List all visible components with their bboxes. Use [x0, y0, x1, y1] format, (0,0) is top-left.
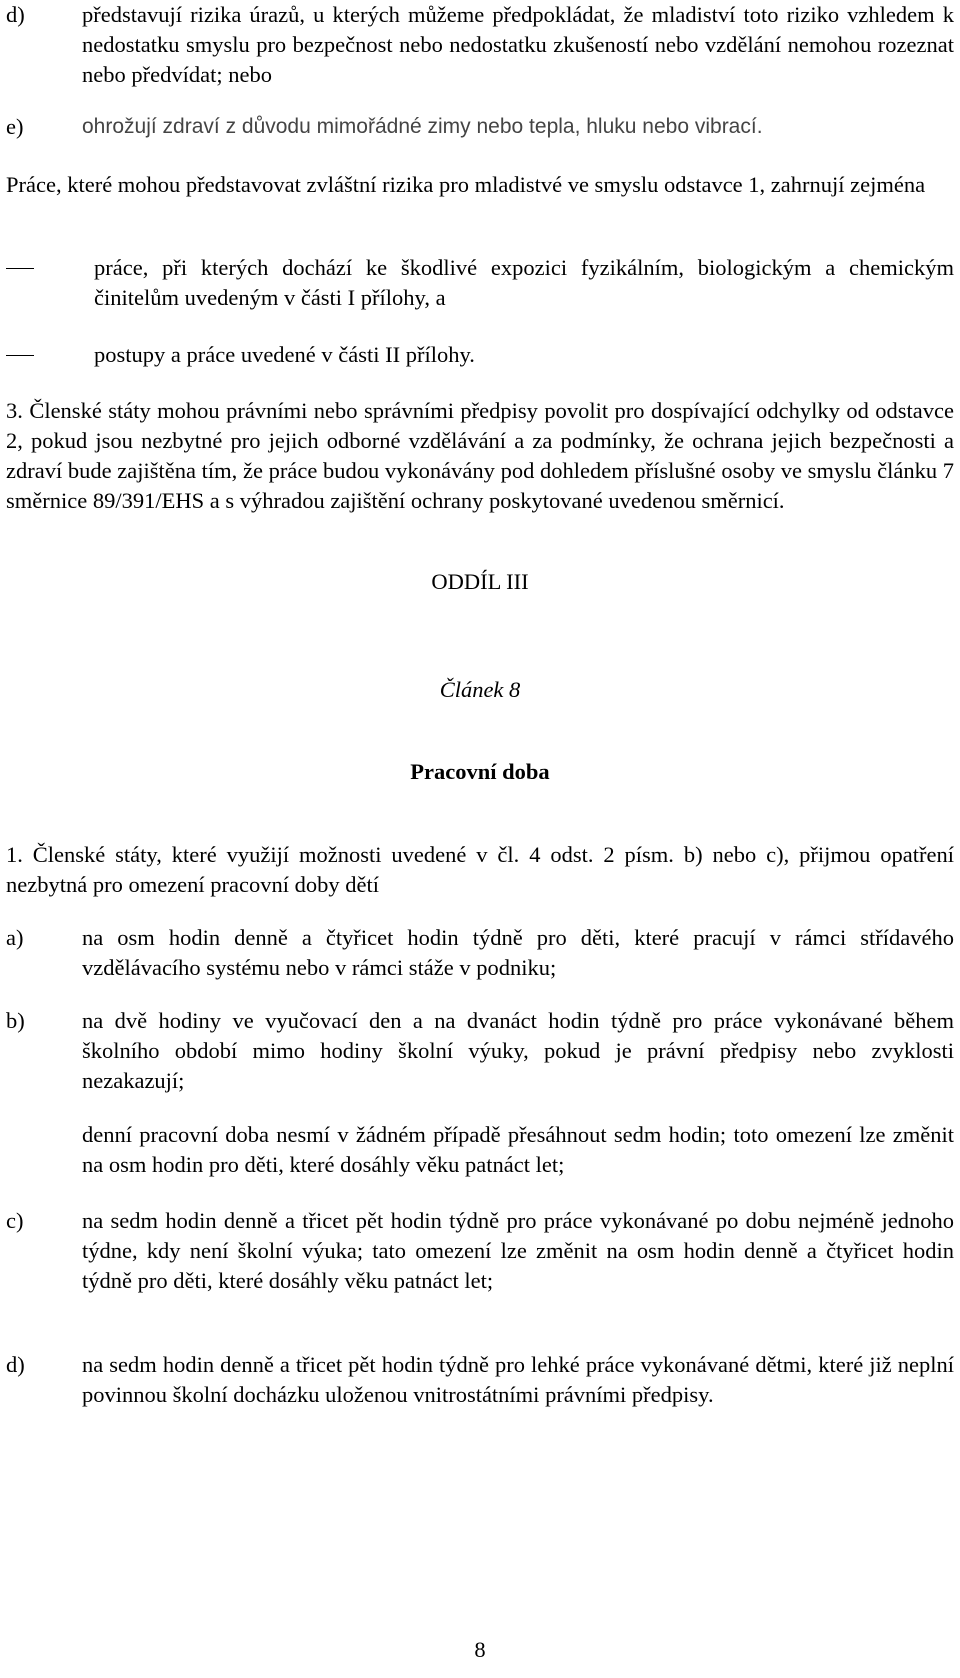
item-label: a)	[6, 925, 24, 950]
item-text: představují rizika úrazů, u kterých můžeme předpokládat, že mladiství toto riziko vzhledem k nedostatku smyslu pro bezpečnost nebo nedostatku zkušeností nebo vzdělání nemohou rozeznat nebo předvídat; nebo	[82, 2, 954, 87]
item-label: e)	[6, 114, 24, 139]
article-heading: Článek 8	[439, 677, 521, 702]
item-text: na osm hodin denně a čtyřicet hodin týdně pro děti, které pracují v rámci střídavého vzdělávacího systému nebo v rámci stáže v podniku;	[82, 925, 954, 980]
item-text: práce, při kterých dochází ke škodlivé expozici fyzikálním, biologickým a chemickým činitelům uvedeným v části I přílohy, a	[94, 255, 954, 310]
list-item-e-risks	[6, 112, 954, 142]
item-text: na sedm hodin denně a třicet pět hodin týdně pro lehké práce vykonávané dětmi, které již neplní povinnou školní docházku uloženou vnitrostátními právními předpisy.	[82, 1352, 954, 1407]
item-label: d)	[6, 2, 25, 27]
article-title: Pracovní doba	[410, 759, 550, 784]
list-item-b-continuation: denní pracovní doba nesmí v žádném případě přesáhnout sedm hodin; toto omezení lze změnit na osm hodin pro děti, které dosáhly věku patnáct let;	[82, 1122, 954, 1177]
item-text: na sedm hodin denně a třicet pět hodin týdně pro práce vykonávané po dobu nejméně jednoho týdne, kdy není školní výuka; tato omezení lze změnit na osm hodin denně a čtyřicet hodin týdně pro děti, které dosáhly věku patnáct let;	[82, 1208, 954, 1293]
item-text: na dvě hodiny ve vyučovací den a na dvanáct hodin týdně pro práce vykonávané během školního období mimo hodiny školní výuky, pokud je právní předpisy nebo zvyklosti nezakazují;	[82, 1008, 954, 1093]
page-number: 8	[474, 1637, 486, 1662]
item-label: b)	[6, 1008, 25, 1033]
item-label: d)	[6, 1352, 25, 1377]
section-heading: ODDÍL III	[431, 569, 529, 594]
dash-marker	[6, 268, 34, 269]
dash-item-procedures	[6, 340, 954, 370]
list-item-d	[6, 1350, 954, 1410]
dash-marker	[6, 355, 34, 356]
paragraph-8-1: 1. Členské státy, které využijí možnosti uvedené v čl. 4 odst. 2 písm. b) nebo c), přijmou opatření nezbytná pro omezení pracovní doby dětí	[6, 842, 954, 897]
paragraph-3: 3. Členské státy mohou právními nebo správními předpisy povolit pro dospívající odchylky od odstavce 2, pokud jsou nezbytné pro jejich odborné vzdělávání a za podmínky, že ochrana jejich bezpečnosti a zdraví bude zajištěna tím, že práce budou vykonávány pod dohledem příslušné osoby ve smyslu článku 7 směrnice 89/391/EHS a s výhradou zajištění ochrany poskytované uvedenou směrnicí.	[6, 398, 954, 513]
item-text: ohrožují zdraví z důvodu mimořádné zimy nebo tepla, hluku nebo vibrací.	[82, 115, 763, 138]
list-item-c	[6, 1206, 954, 1296]
document-page	[6, 0, 954, 1678]
item-text: postupy a práce uvedené v části II přílohy.	[94, 342, 475, 367]
dash-item-exposure	[6, 253, 954, 313]
list-item-a	[6, 923, 954, 983]
item-label: c)	[6, 1208, 24, 1233]
paragraph-intro: Práce, které mohou představovat zvláštní rizika pro mladistvé ve smyslu odstavce 1, zahrnují zejména	[6, 172, 926, 197]
list-item-d-risks	[6, 0, 954, 90]
list-item-b	[6, 1006, 954, 1096]
